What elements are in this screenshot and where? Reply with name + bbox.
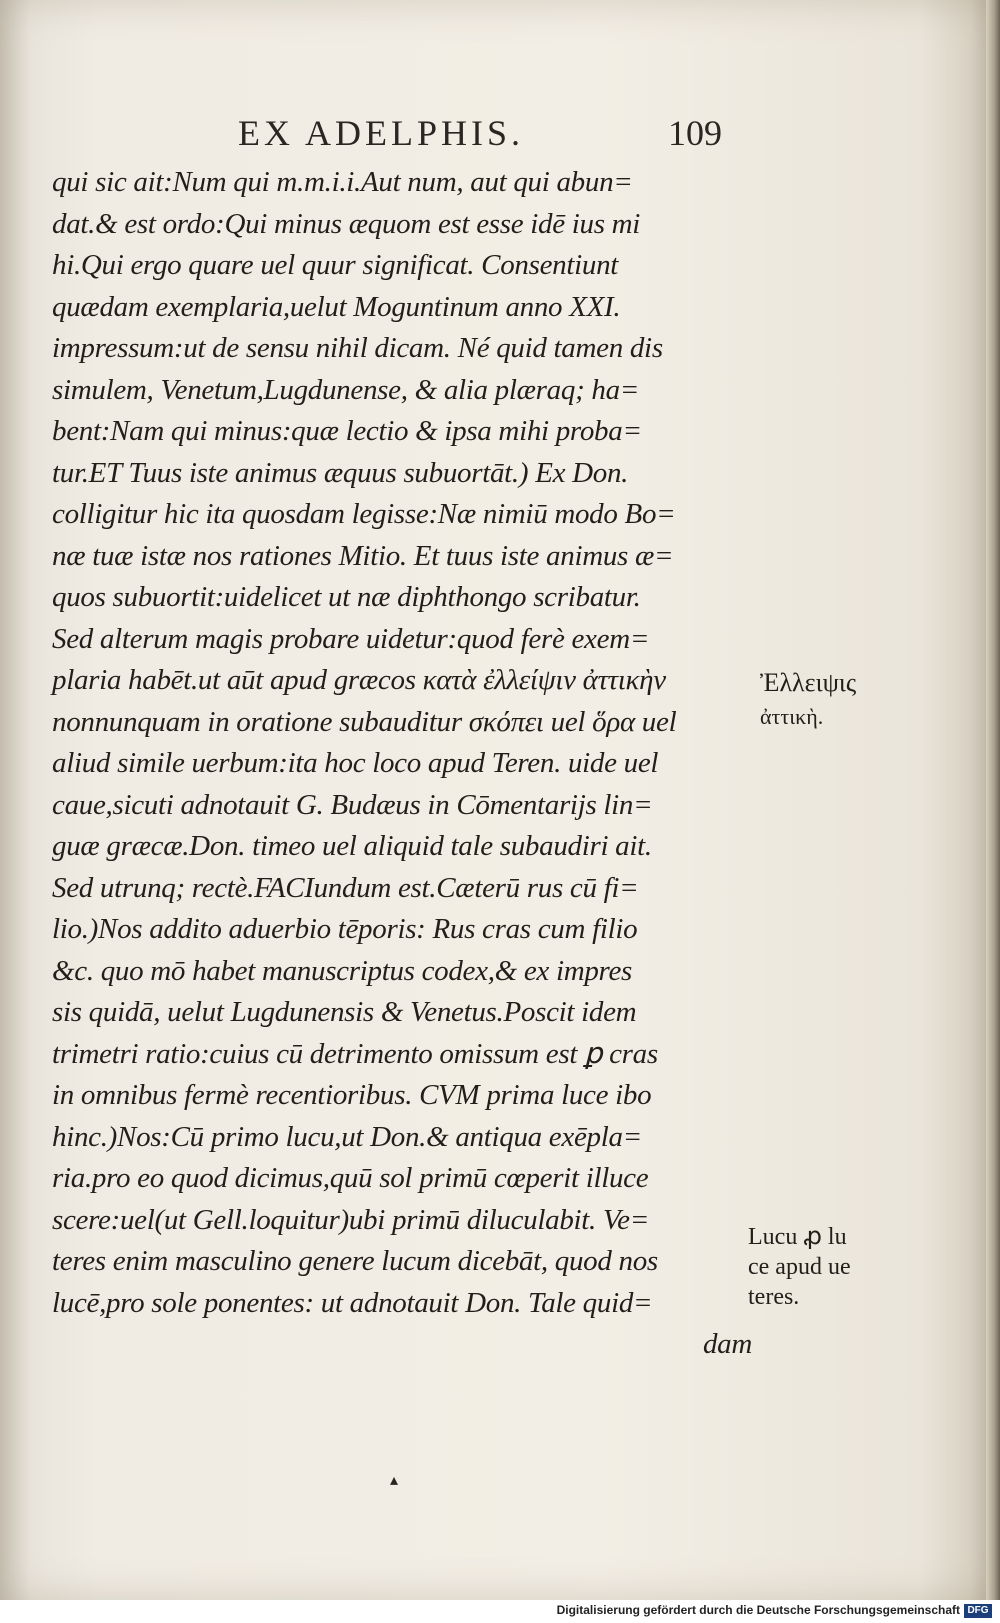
text-line: bent:Nam qui minus:quæ lectio & ipsa mihi proba= <box>52 415 642 447</box>
text-line: lio.)Nos addito aduerbio tēporis: Rus cras cum filio <box>52 913 638 945</box>
margin-note-greek-2: ἀττικὴ. <box>760 704 824 729</box>
margin-note-line: Lucu ꝓ lu <box>748 1224 847 1250</box>
body-text <box>52 162 752 1366</box>
text-line: in omnibus fermè recentioribus. CVM prima luce ibo <box>52 1079 652 1111</box>
catchword: dam <box>702 1328 752 1360</box>
dfg-logo: DFG <box>964 1604 992 1618</box>
text-line: quos subuortit:uidelicet ut næ diphthongo scribatur. <box>52 581 641 613</box>
running-head <box>0 112 1000 160</box>
text-line: Sed alterum magis probare uidetur:quod ferè exem= <box>52 622 650 655</box>
text-line: Sed utrunq; rectè.FACIundum est.Cæterū rus cū fi= <box>52 871 639 904</box>
margin-note-line: ce apud ue <box>748 1254 851 1280</box>
text-line: dat.& est ordo:Qui minus æquom est esse idē ius mi <box>52 207 641 240</box>
text-line: scere:uel(ut Gell.loquitur)ubi primū diluculabit. Ve= <box>52 1203 649 1236</box>
text-line: impressum:ut de sensu nihil dicam. Né quid tamen dis <box>52 332 663 364</box>
margin-note-greek-1: Ἐλλειψις <box>760 668 857 697</box>
text-line: nonnunquam in oratione subauditur σκόπει uel ὅρα uel <box>52 705 677 738</box>
text-line: simulem, Venetum,Lugdunense, & alia plæraq; ha= <box>52 373 640 406</box>
running-title: EX ADELPHIS. <box>238 113 525 153</box>
text-line: trimetri ratio:cuius cū detrimento omissum est ꝑ cras <box>52 1037 658 1070</box>
text-line: aliud simile uerbum:ita hoc loco apud Teren. uide uel <box>52 747 659 779</box>
folio-number: 109 <box>668 113 722 153</box>
text-line: qui sic ait:Num qui m.m.i.i.Aut num, aut qui abun= <box>52 166 633 198</box>
text-line: plaria habēt.ut aūt apud græcos κατὰ ἐλλείψιν ἀττικὴν <box>52 664 666 696</box>
signature-mark: ▴ <box>390 1470 399 1489</box>
text-line: lucē,pro sole ponentes: ut adnotauit Don. Tale quid= <box>52 1286 653 1319</box>
text-line: næ tuæ istæ nos rationes Mitio. Et tuus iste animus æ= <box>52 539 674 572</box>
text-line: sis quidā, uelut Lugdunensis & Venetus.Poscit idem <box>52 996 637 1028</box>
text-line: hi.Qui ergo quare uel quur significat. Consentiunt <box>52 249 619 281</box>
footer-bar <box>0 1600 1000 1623</box>
text-line: teres enim masculino genere lucum dicebāt, quod nos <box>52 1245 658 1277</box>
funding-credit: Digitalisierung gefördert durch die Deutsche Forschungsgemeinschaft <box>556 1603 960 1617</box>
text-line: tur.ET Tuus iste animus æquus subuortāt.) Ex Don. <box>52 456 629 489</box>
text-line: quædam exemplaria,uelut Moguntinum anno XXI. <box>52 290 621 323</box>
text-line: caue,sicuti adnotauit G. Budæus in Cōmentarijs lin= <box>52 788 653 821</box>
text-line: ria.pro eo quod dicimus,quū sol primū cœperit illuce <box>52 1162 649 1194</box>
text-line: guæ græcæ.Don. timeo uel aliquid tale subaudiri ait. <box>52 830 652 862</box>
page-edge <box>986 0 1000 1600</box>
margin-note-lucu <box>748 1222 851 1312</box>
text-line: &c. quo mō habet manuscriptus codex,& ex impres <box>52 954 633 987</box>
text-line: colligitur hic ita quosdam legisse:Næ nimiū modo Bo= <box>52 498 676 530</box>
margin-note-line: teres. <box>748 1284 800 1310</box>
text-line: hinc.)Nos:Cū primo lucu,ut Don.& antiqua exēpla= <box>52 1120 642 1153</box>
